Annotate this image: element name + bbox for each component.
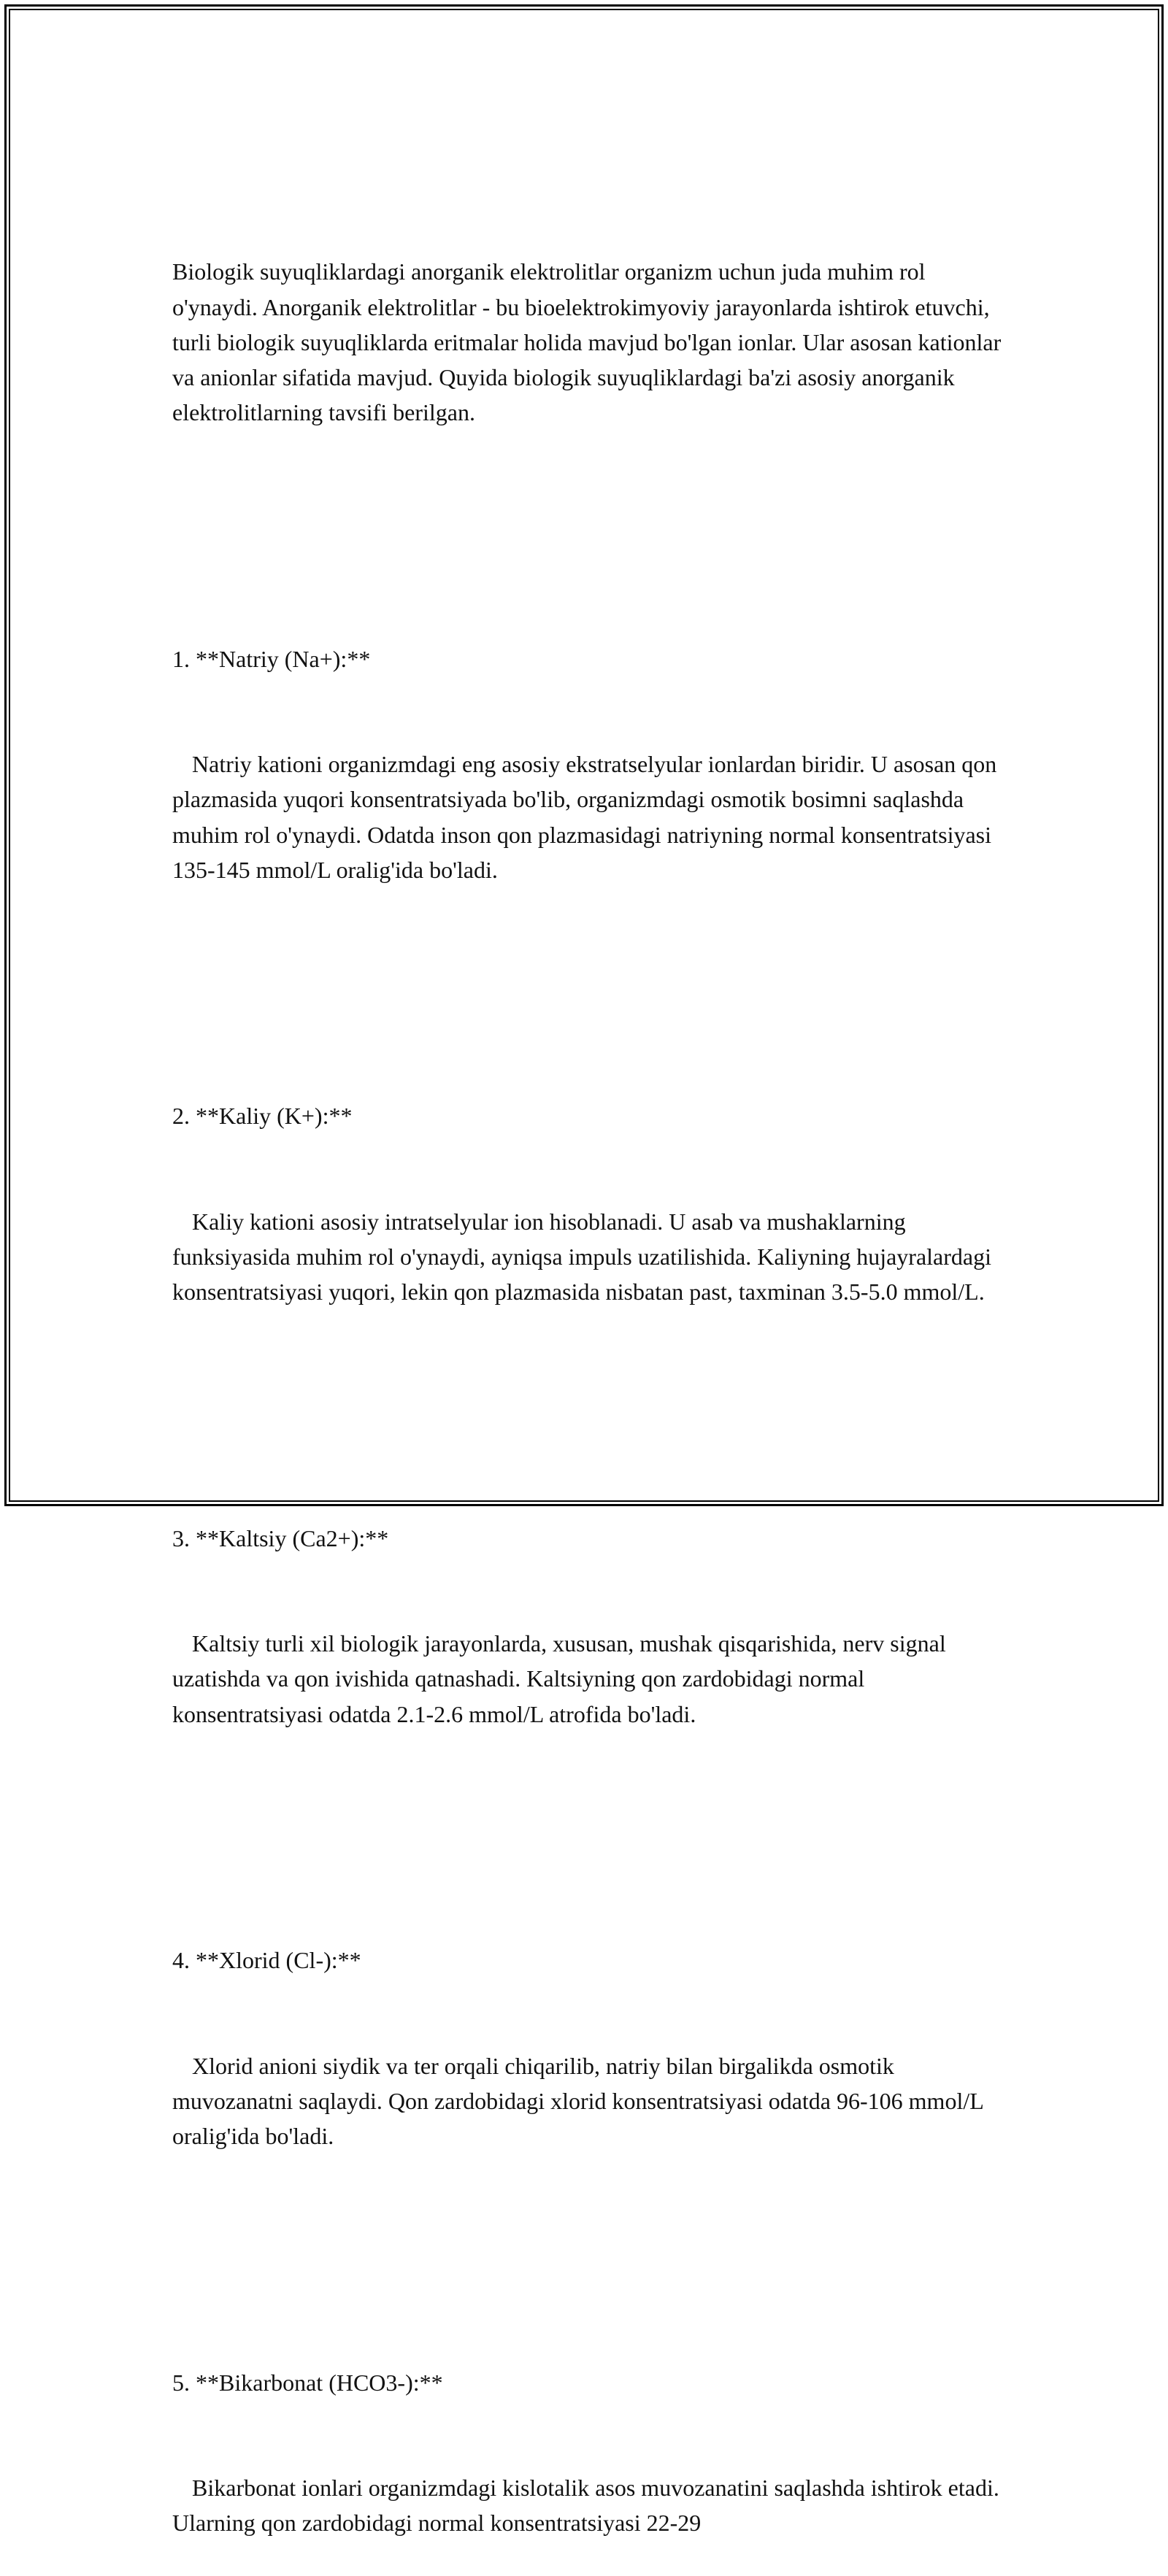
spacer (172, 2224, 1004, 2259)
item-body-bikarbonat: Bikarbonat ionlari organizmdagi kislotalik asos muvozanatini saqlashda ishtirok etadi. Ularning qon zardobidagi normal konsentratsiyasi 22-29 (172, 2475, 1005, 2537)
item-body-xlorid: Xlorid anioni siydik va ter orqali chiqarilib, natriy bilan birgalikda osmotik muvozanatni saqlaydi. Qon zardobidagi xlorid konsentratsiyasi odatda 96-106 mmol/L oralig'ida bo'ladi. (172, 2052, 989, 2150)
item-heading-xlorid: 4. **Xlorid (Cl-):** (172, 1947, 361, 1974)
item-body-kaltsiy: Kaltsiy turli xil biologik jarayonlarda, xususan, mushak qisqarishida, nerv signal uzatishda va qon ivishida qatnashadi. Kaltsiyning qon zardobidagi normal konsentratsiyasi odatda 2.1-2.6 mmol/L atrofida bo'ladi. (172, 1630, 952, 1727)
item-heading-kaltsiy: 3. **Kaltsiy (Ca2+):** (172, 1524, 389, 1551)
item-heading-kaliy: 2. **Kaliy (K+):** (172, 1103, 353, 1130)
item-body-natriy: Natriy kationi organizmdagi eng asosiy ekstratselyular ionlardan biridir. U asosan qon plazmasida yuqori konsentratsiyada bo'lib, organizmdagi osmotik bosimni saqlashda muhim rol o'ynaydi. Odatda inson qon plazmasidagi natriyning normal konsentratsiyasi 135-145 mmol/L oralig'ida bo'ladi. (172, 751, 1003, 883)
item-heading-bikarbonat: 5. **Bikarbonat (HCO3-):** (172, 2369, 443, 2396)
item-heading-natriy: 1. **Natriy (Na+):** (172, 645, 371, 672)
spacer (172, 957, 1004, 992)
intro-paragraph: Biologik suyuqliklardagi anorganik elektrolitlar organizm uchun juda muhim rol o'ynaydi. Anorganik elektrolitlar - bu bioelektrokimyoviy jarayonlarda ishtirok etuvchi, turli biologik suyuqliklarda eritmalar holida mavjud bo'lgan ionlar. Ular asosan kationlar va anionlar sifatida mavjud. Quyida biologik suyuqliklardagi ba'zi asosiy anorganik elektrolitlarning tavsifi berilgan. (172, 258, 1007, 426)
spacer (172, 501, 1004, 536)
item-body-kaliy: Kaliy kationi asosiy intratselyular ion hisoblanadi. U asab va mushaklarning funksiyasida muhim rol o'ynaydi, ayniqsa impuls uzatilishida. Kaliyning hujayralardagi konsentratsiyasi yuqori, lekin qon plazmasida nisbatan past, taxminan 3.5-5.0 mmol/L. (172, 1208, 997, 1306)
document-body (172, 184, 1007, 2576)
spacer (172, 1380, 1004, 1415)
spacer (172, 1802, 1004, 1837)
